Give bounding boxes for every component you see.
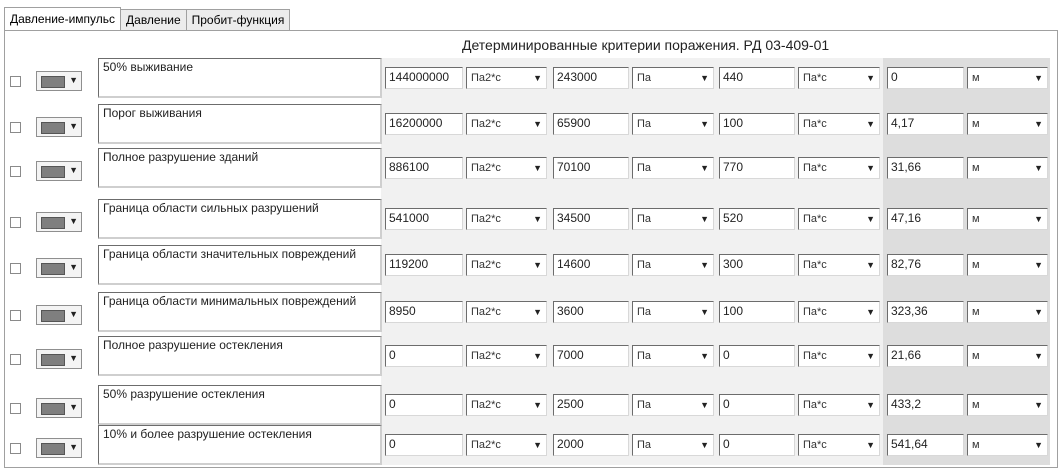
impulse-unit-select[interactable] <box>466 208 547 230</box>
criterion-label[interactable]: Порог выживания <box>98 104 382 144</box>
color-swatch <box>41 310 65 322</box>
specific-impulse-unit-select[interactable] <box>798 394 880 416</box>
pressure-unit-value: Па <box>637 350 652 362</box>
specific-impulse-unit-select[interactable] <box>798 254 880 276</box>
impulse-unit-select[interactable] <box>466 301 547 323</box>
pressure-unit-select[interactable] <box>632 157 714 179</box>
distance-unit-select[interactable] <box>967 254 1048 276</box>
distance-unit-select[interactable] <box>967 67 1048 89</box>
chevron-down-icon: ▼ <box>1034 440 1043 450</box>
impulse-unit-value: Па2*с <box>471 439 501 451</box>
distance-unit-select[interactable] <box>967 208 1048 230</box>
chevron-down-icon: ▼ <box>1034 73 1043 83</box>
chevron-down-icon: ▼ <box>69 216 78 226</box>
tab-probit-function[interactable]: Пробит-функция <box>186 9 291 30</box>
pressure-input[interactable]: 2000 <box>553 434 629 456</box>
impulse-input[interactable]: 541000 <box>385 208 463 230</box>
chevron-down-icon: ▼ <box>700 307 709 317</box>
pressure-input[interactable]: 34500 <box>553 208 629 230</box>
distance-input[interactable]: 47,16 <box>887 208 964 230</box>
impulse-unit-select[interactable] <box>466 113 547 135</box>
pressure-input[interactable]: 65900 <box>553 113 629 135</box>
chevron-down-icon: ▼ <box>700 260 709 270</box>
specific-impulse-unit-value: Па*с <box>803 306 827 318</box>
table-row <box>0 58 1063 102</box>
distance-input[interactable]: 4,17 <box>887 113 964 135</box>
impulse-unit-value: Па2*с <box>471 162 501 174</box>
distance-unit-value: м <box>972 350 980 362</box>
specific-impulse-unit-value: Па*с <box>803 213 827 225</box>
table-row <box>0 199 1063 243</box>
chevron-down-icon: ▼ <box>1034 400 1043 410</box>
table-row <box>0 385 1063 429</box>
color-picker[interactable] <box>36 305 82 325</box>
distance-unit-select[interactable] <box>967 394 1048 416</box>
pressure-input[interactable]: 2500 <box>553 394 629 416</box>
chevron-down-icon: ▼ <box>533 73 542 83</box>
specific-impulse-input[interactable]: 440 <box>719 67 795 89</box>
chevron-down-icon: ▼ <box>866 119 875 129</box>
chevron-down-icon: ▼ <box>69 262 78 272</box>
color-swatch <box>41 263 65 275</box>
pressure-unit-value: Па <box>637 439 652 451</box>
chevron-down-icon: ▼ <box>866 214 875 224</box>
criterion-label[interactable]: Полное разрушение зданий <box>98 148 382 188</box>
color-picker[interactable] <box>36 71 82 91</box>
pressure-unit-value: Па <box>637 162 652 174</box>
chevron-down-icon: ▼ <box>533 163 542 173</box>
pressure-input[interactable]: 3600 <box>553 301 629 323</box>
distance-unit-select[interactable] <box>967 301 1048 323</box>
table-row <box>0 425 1063 469</box>
row-checkbox[interactable] <box>10 217 21 228</box>
distance-unit-value: м <box>972 439 980 451</box>
color-picker[interactable] <box>36 258 82 278</box>
row-checkbox[interactable] <box>10 76 21 87</box>
specific-impulse-input[interactable]: 520 <box>719 208 795 230</box>
distance-input[interactable]: 31,66 <box>887 157 964 179</box>
distance-input[interactable]: 323,36 <box>887 301 964 323</box>
chevron-down-icon: ▼ <box>533 214 542 224</box>
specific-impulse-unit-select[interactable] <box>798 113 880 135</box>
chevron-down-icon: ▼ <box>700 351 709 361</box>
specific-impulse-unit-value: Па*с <box>803 439 827 451</box>
pressure-unit-select[interactable] <box>632 208 714 230</box>
chevron-down-icon: ▼ <box>866 400 875 410</box>
pressure-unit-value: Па <box>637 399 652 411</box>
tab-strip <box>4 8 289 30</box>
distance-unit-select[interactable] <box>967 113 1048 135</box>
chevron-down-icon: ▼ <box>1034 351 1043 361</box>
pressure-unit-select[interactable] <box>632 345 714 367</box>
table-row <box>0 104 1063 148</box>
distance-unit-value: м <box>972 162 980 174</box>
specific-impulse-input[interactable]: 770 <box>719 157 795 179</box>
chevron-down-icon: ▼ <box>700 440 709 450</box>
table-row <box>0 245 1063 289</box>
table-row <box>0 148 1063 192</box>
chevron-down-icon: ▼ <box>700 73 709 83</box>
chevron-down-icon: ▼ <box>533 307 542 317</box>
criterion-label[interactable]: Граница области значительных повреждений <box>98 245 382 285</box>
pressure-input[interactable]: 70100 <box>553 157 629 179</box>
pressure-unit-value: Па <box>637 259 652 271</box>
row-checkbox[interactable] <box>10 263 21 274</box>
page-title: Детерминированные критерии поражения. РД 03-409-01 <box>462 37 830 53</box>
specific-impulse-unit-value: Па*с <box>803 350 827 362</box>
table-row <box>0 336 1063 380</box>
row-checkbox[interactable] <box>10 166 21 177</box>
pressure-unit-value: Па <box>637 306 652 318</box>
impulse-input[interactable]: 886100 <box>385 157 463 179</box>
chevron-down-icon: ▼ <box>866 307 875 317</box>
pressure-unit-select[interactable] <box>632 67 714 89</box>
impulse-unit-select[interactable] <box>466 157 547 179</box>
pressure-input[interactable]: 243000 <box>553 67 629 89</box>
chevron-down-icon: ▼ <box>1034 260 1043 270</box>
distance-unit-value: м <box>972 72 980 84</box>
distance-input[interactable]: 21,66 <box>887 345 964 367</box>
pressure-unit-select[interactable] <box>632 113 714 135</box>
chevron-down-icon: ▼ <box>69 121 78 131</box>
specific-impulse-input[interactable]: 300 <box>719 254 795 276</box>
distance-unit-value: м <box>972 399 980 411</box>
impulse-unit-select[interactable] <box>466 434 547 456</box>
distance-input[interactable]: 0 <box>887 67 964 89</box>
specific-impulse-unit-select[interactable] <box>798 434 880 456</box>
color-swatch <box>41 166 65 178</box>
pressure-input[interactable]: 14600 <box>553 254 629 276</box>
distance-unit-value: м <box>972 259 980 271</box>
chevron-down-icon: ▼ <box>533 351 542 361</box>
impulse-input[interactable]: 0 <box>385 434 463 456</box>
chevron-down-icon: ▼ <box>866 163 875 173</box>
impulse-input[interactable]: 119200 <box>385 254 463 276</box>
impulse-input[interactable]: 0 <box>385 394 463 416</box>
distance-input[interactable]: 82,76 <box>887 254 964 276</box>
chevron-down-icon: ▼ <box>69 402 78 412</box>
color-picker[interactable] <box>36 161 82 181</box>
pressure-input[interactable]: 7000 <box>553 345 629 367</box>
specific-impulse-unit-select[interactable] <box>798 301 880 323</box>
distance-input[interactable]: 541,64 <box>887 434 964 456</box>
impulse-input[interactable]: 144000000 <box>385 67 463 89</box>
chevron-down-icon: ▼ <box>69 165 78 175</box>
criterion-label[interactable]: 50% разрушение остекления <box>98 385 382 425</box>
specific-impulse-input[interactable]: 0 <box>719 394 795 416</box>
impulse-unit-value: Па2*с <box>471 259 501 271</box>
row-checkbox[interactable] <box>10 310 21 321</box>
chevron-down-icon: ▼ <box>866 260 875 270</box>
specific-impulse-unit-select[interactable] <box>798 208 880 230</box>
distance-unit-select[interactable] <box>967 434 1048 456</box>
distance-unit-value: м <box>972 118 980 130</box>
color-swatch <box>41 354 65 366</box>
color-swatch <box>41 76 65 88</box>
impulse-input[interactable]: 8950 <box>385 301 463 323</box>
specific-impulse-unit-value: Па*с <box>803 118 827 130</box>
chevron-down-icon: ▼ <box>866 440 875 450</box>
row-checkbox[interactable] <box>10 403 21 414</box>
chevron-down-icon: ▼ <box>69 309 78 319</box>
specific-impulse-unit-value: Па*с <box>803 162 827 174</box>
chevron-down-icon: ▼ <box>69 442 78 452</box>
distance-unit-select[interactable] <box>967 345 1048 367</box>
impulse-unit-value: Па2*с <box>471 213 501 225</box>
color-picker[interactable] <box>36 117 82 137</box>
impulse-input[interactable]: 0 <box>385 345 463 367</box>
chevron-down-icon: ▼ <box>533 119 542 129</box>
specific-impulse-unit-value: Па*с <box>803 399 827 411</box>
chevron-down-icon: ▼ <box>700 163 709 173</box>
color-swatch <box>41 443 65 455</box>
criterion-label[interactable]: 50% выживание <box>98 58 382 98</box>
impulse-unit-value: Па2*с <box>471 118 501 130</box>
impulse-unit-value: Па2*с <box>471 306 501 318</box>
color-swatch <box>41 403 65 415</box>
tab-pressure[interactable]: Давление <box>120 9 187 30</box>
chevron-down-icon: ▼ <box>533 260 542 270</box>
impulse-unit-select[interactable] <box>466 345 547 367</box>
table-row <box>0 292 1063 336</box>
specific-impulse-input[interactable]: 100 <box>719 113 795 135</box>
specific-impulse-input[interactable]: 0 <box>719 434 795 456</box>
chevron-down-icon: ▼ <box>866 351 875 361</box>
criterion-label[interactable]: 10% и более разрушение остекления <box>98 425 382 465</box>
pressure-unit-value: Па <box>637 72 652 84</box>
chevron-down-icon: ▼ <box>69 353 78 363</box>
impulse-unit-value: Па2*с <box>471 350 501 362</box>
chevron-down-icon: ▼ <box>1034 214 1043 224</box>
color-picker[interactable] <box>36 349 82 369</box>
tab-pressure-impulse[interactable]: Давление-импульс <box>4 7 121 30</box>
specific-impulse-unit-value: Па*с <box>803 259 827 271</box>
criterion-label[interactable]: Полное разрушение остекления <box>98 336 382 376</box>
chevron-down-icon: ▼ <box>1034 163 1043 173</box>
impulse-unit-select[interactable] <box>466 254 547 276</box>
color-picker[interactable] <box>36 398 82 418</box>
chevron-down-icon: ▼ <box>1034 119 1043 129</box>
pressure-unit-value: Па <box>637 118 652 130</box>
specific-impulse-unit-select[interactable] <box>798 157 880 179</box>
chevron-down-icon: ▼ <box>700 400 709 410</box>
chevron-down-icon: ▼ <box>1034 307 1043 317</box>
color-picker[interactable] <box>36 212 82 232</box>
specific-impulse-unit-select[interactable] <box>798 345 880 367</box>
specific-impulse-input[interactable]: 100 <box>719 301 795 323</box>
impulse-unit-value: Па2*с <box>471 72 501 84</box>
impulse-input[interactable]: 16200000 <box>385 113 463 135</box>
pressure-unit-select[interactable] <box>632 434 714 456</box>
color-swatch <box>41 122 65 134</box>
specific-impulse-input[interactable]: 0 <box>719 345 795 367</box>
distance-unit-value: м <box>972 306 980 318</box>
criterion-label[interactable]: Граница области сильных разрушений <box>98 199 382 239</box>
chevron-down-icon: ▼ <box>533 400 542 410</box>
chevron-down-icon: ▼ <box>533 440 542 450</box>
color-picker[interactable] <box>36 438 82 458</box>
distance-unit-value: м <box>972 213 980 225</box>
pressure-unit-value: Па <box>637 213 652 225</box>
specific-impulse-unit-value: Па*с <box>803 72 827 84</box>
chevron-down-icon: ▼ <box>69 75 78 85</box>
distance-input[interactable]: 433,2 <box>887 394 964 416</box>
color-swatch <box>41 217 65 229</box>
row-checkbox[interactable] <box>10 443 21 454</box>
distance-unit-select[interactable] <box>967 157 1048 179</box>
criterion-label[interactable]: Граница области минимальных повреждений <box>98 292 382 332</box>
specific-impulse-unit-select[interactable] <box>798 67 880 89</box>
pressure-unit-select[interactable] <box>632 301 714 323</box>
impulse-unit-select[interactable] <box>466 394 547 416</box>
impulse-unit-value: Па2*с <box>471 399 501 411</box>
row-checkbox[interactable] <box>10 354 21 365</box>
impulse-unit-select[interactable] <box>466 67 547 89</box>
chevron-down-icon: ▼ <box>866 73 875 83</box>
pressure-unit-select[interactable] <box>632 394 714 416</box>
chevron-down-icon: ▼ <box>700 119 709 129</box>
row-checkbox[interactable] <box>10 122 21 133</box>
pressure-unit-select[interactable] <box>632 254 714 276</box>
chevron-down-icon: ▼ <box>700 214 709 224</box>
